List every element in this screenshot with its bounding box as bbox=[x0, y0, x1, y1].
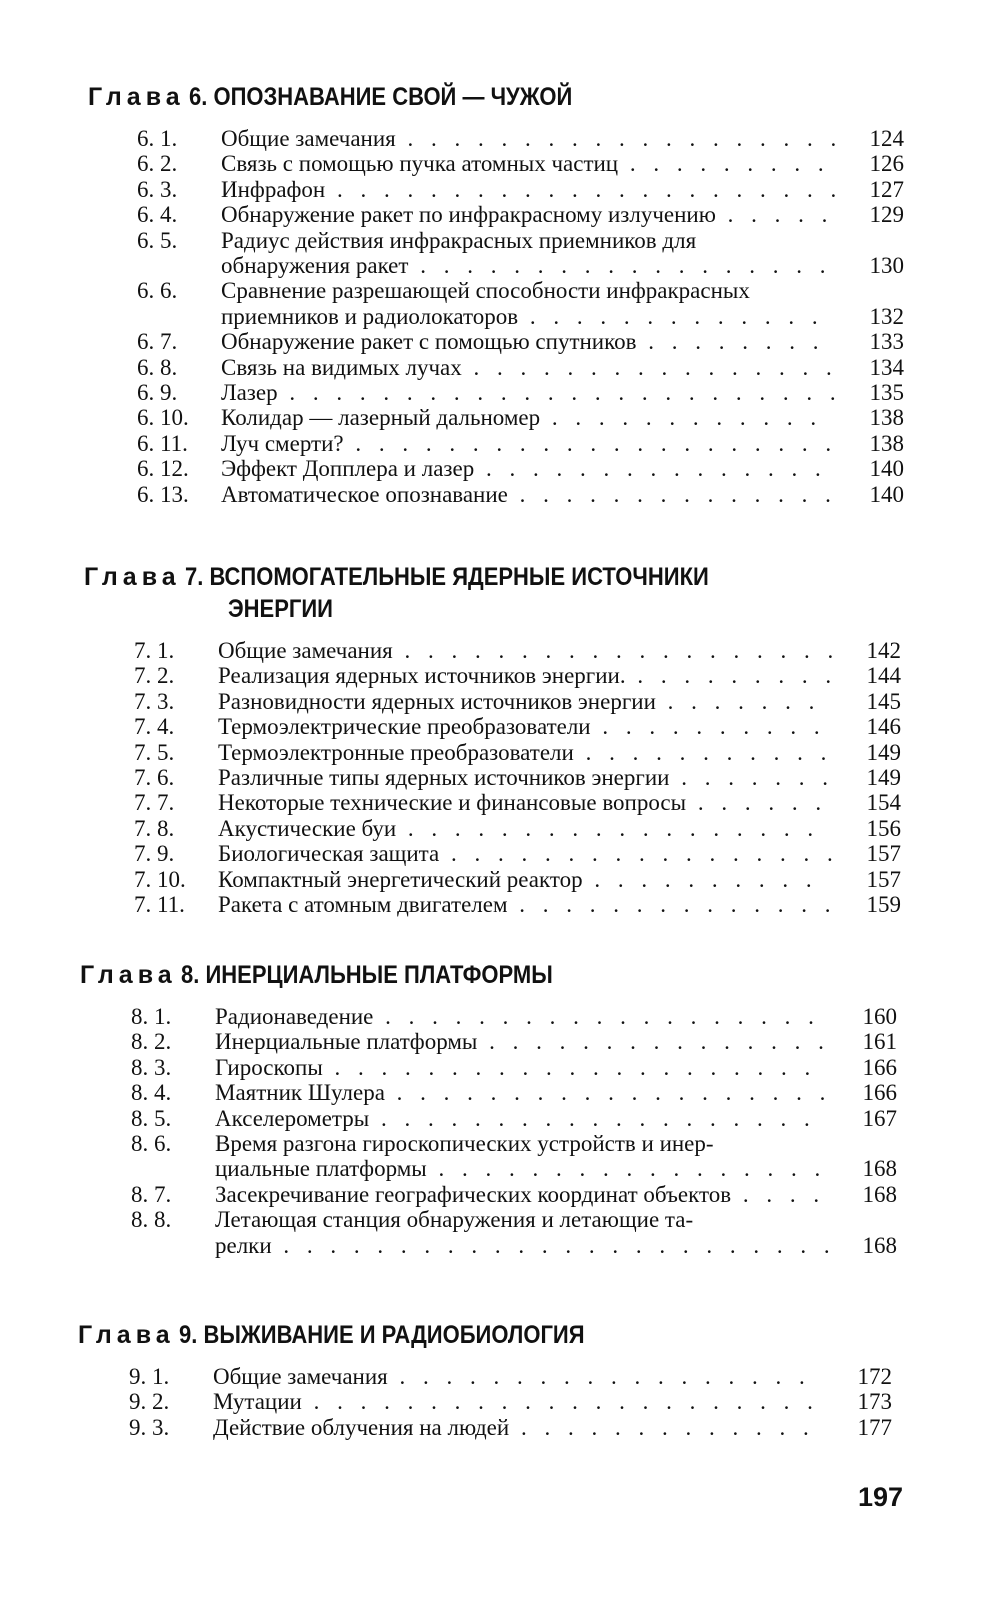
section-title: Разновидности ядерных источников энергии bbox=[218, 688, 656, 714]
page-ref: 149 bbox=[866, 765, 901, 791]
toc-entry bbox=[134, 765, 901, 790]
leader-dots: . . . . . . . . . . . . . . . . . . . bbox=[369, 1105, 816, 1131]
section-number: 6. 4. bbox=[137, 202, 178, 228]
leader-dots: . . . . . . . . bbox=[636, 329, 825, 355]
section-title: Время разгона гироскопических устройств и инер- bbox=[215, 1131, 714, 1157]
section-number: 9. 2. bbox=[129, 1389, 170, 1415]
toc-entry bbox=[131, 1207, 897, 1258]
leader-dots: . . . . . . . . . . . . bbox=[540, 405, 823, 431]
section-number: 7. 9. bbox=[134, 841, 175, 867]
section-title: Обнаружение ракет с помощью спутников bbox=[221, 329, 637, 355]
chapter-word: Глава bbox=[80, 961, 177, 989]
toc-entry bbox=[134, 663, 901, 688]
section-number: 8. 4. bbox=[131, 1080, 172, 1106]
section-title: Сравнение разрешающей способности инфракрасных bbox=[221, 278, 750, 304]
page-ref: 168 bbox=[862, 1232, 897, 1258]
page-ref: 138 bbox=[869, 405, 904, 431]
page-ref: 159 bbox=[866, 892, 901, 918]
leader-dots: . . . . . . . . . . . . . . . . . . . . . . . . bbox=[277, 380, 842, 406]
section-number: 7. 8. bbox=[134, 815, 175, 841]
leader-dots: . . . . . bbox=[715, 202, 834, 228]
section-title: Различные типы ядерных источников энергии bbox=[218, 765, 670, 791]
section-title: Компактный энергетический реактор bbox=[218, 866, 583, 892]
section-number: 6. 11. bbox=[137, 430, 188, 456]
section-title: Гироскопы bbox=[215, 1054, 323, 1080]
section-number: 8. 6. bbox=[131, 1131, 172, 1157]
chapter-heading bbox=[80, 958, 603, 992]
leader-dots: . . . . . . . . . bbox=[625, 663, 838, 689]
page-ref: 135 bbox=[869, 380, 904, 406]
toc-entry bbox=[137, 228, 904, 279]
leader-dots: . . . . . . . . . . . . . . . . . . . . . . . . bbox=[271, 1232, 836, 1258]
leader-dots: . . . . . . . . . . . . . . bbox=[507, 892, 837, 918]
section-number: 8. 3. bbox=[131, 1054, 172, 1080]
toc-entry bbox=[137, 151, 904, 176]
toc-entry bbox=[137, 380, 904, 405]
page-ref: 130 bbox=[869, 253, 904, 279]
toc-entry bbox=[134, 841, 901, 866]
section-title: Летающая станция обнаружения и летающие та- bbox=[215, 1207, 694, 1233]
section-number: 8. 5. bbox=[131, 1105, 172, 1131]
page-ref: 146 bbox=[866, 714, 901, 740]
toc-list bbox=[131, 1004, 897, 1258]
section-title: Акселерометры bbox=[215, 1105, 370, 1131]
toc-entry bbox=[131, 1106, 897, 1131]
section-number: 6. 6. bbox=[137, 278, 178, 304]
toc-entry bbox=[134, 892, 901, 917]
chapter-title-continuation bbox=[228, 592, 347, 626]
section-title: Эффект Допплера и лазер bbox=[221, 456, 475, 482]
leader-dots: . . . . . . . . . . . . . . . . . . . bbox=[395, 126, 843, 151]
section-number: 6. 8. bbox=[137, 354, 178, 380]
section-number: 7. 10. bbox=[134, 866, 186, 892]
toc-entry bbox=[131, 1004, 897, 1029]
section-number: 7. 11. bbox=[134, 892, 185, 918]
leader-dots: . . . . . . . . . . . bbox=[573, 739, 833, 765]
section-title: релки bbox=[215, 1232, 272, 1258]
section-number: 6. 13. bbox=[137, 481, 189, 507]
section-number: 6. 1. bbox=[137, 126, 178, 151]
page-ref: 140 bbox=[869, 456, 904, 482]
toc-entry bbox=[134, 740, 901, 765]
toc-entry bbox=[137, 126, 904, 151]
page-ref: 160 bbox=[862, 1004, 897, 1029]
section-title: Мутации bbox=[213, 1389, 302, 1415]
page-ref: 142 bbox=[866, 638, 901, 663]
chapter-title: 9. ВЫЖИВАНИЕ И РАДИОБИОЛОГИЯ bbox=[178, 1321, 585, 1349]
section-number: 7. 5. bbox=[134, 739, 175, 765]
page-ref: 126 bbox=[869, 151, 904, 177]
page-ref: 138 bbox=[869, 430, 904, 456]
toc-entry bbox=[137, 202, 904, 227]
page-ref: 157 bbox=[866, 841, 901, 867]
section-number: 7. 7. bbox=[134, 790, 175, 816]
leader-dots: . . . . . . . . . . bbox=[590, 714, 826, 740]
section-title: Инфрафон bbox=[221, 176, 326, 202]
section-number: 8. 2. bbox=[131, 1029, 172, 1055]
toc-entry bbox=[137, 355, 904, 380]
section-number: 7. 1. bbox=[134, 638, 175, 663]
page-ref: 154 bbox=[866, 790, 901, 816]
leader-dots: . . . . . . . . . . . . . . bbox=[507, 481, 837, 507]
leader-dots: . . . . . . . . . . . . . . . . . . bbox=[408, 253, 832, 279]
section-number: 6. 12. bbox=[137, 456, 189, 482]
section-title: Колидар — лазерный дальномер bbox=[221, 405, 541, 431]
leader-dots: . . . . . . . . . . . . . . . . bbox=[461, 354, 838, 380]
toc-entry bbox=[129, 1389, 892, 1414]
leader-dots: . . . . . . . . . . . . . . . bbox=[477, 1029, 830, 1055]
section-title: Общие замечания bbox=[221, 126, 396, 151]
section-title: Общие замечания bbox=[218, 638, 393, 663]
page-ref: 168 bbox=[862, 1156, 897, 1182]
toc-entry bbox=[137, 431, 904, 456]
section-number: 6. 7. bbox=[137, 329, 178, 355]
page-ref: 132 bbox=[869, 303, 904, 329]
section-title: Связь на видимых лучах bbox=[221, 354, 462, 380]
section-title: Ракета с атомным двигателем bbox=[218, 892, 508, 918]
chapter-title: 6. ОПОЗНАВАНИЕ СВОЙ — ЧУЖОЙ bbox=[188, 83, 572, 111]
leader-dots: . . . . . . bbox=[686, 790, 828, 816]
toc-list bbox=[137, 126, 904, 507]
toc-entry bbox=[137, 329, 904, 354]
chapter-heading bbox=[88, 80, 624, 114]
toc-entry bbox=[134, 867, 901, 892]
chapter-title-line-2: ЭНЕРГИИ bbox=[228, 595, 333, 623]
leader-dots: . . . . . . . . . . . . . . . . . bbox=[439, 841, 839, 867]
section-number: 6. 9. bbox=[137, 380, 178, 406]
toc-entry bbox=[134, 714, 901, 739]
chapter-heading bbox=[84, 560, 780, 594]
page-ref: 161 bbox=[862, 1029, 897, 1055]
toc-entry bbox=[134, 638, 901, 663]
section-title: Реализация ядерных источников энергии. bbox=[218, 663, 626, 689]
chapter-title: 8. ИНЕРЦИАЛЬНЫЕ ПЛАТФОРМЫ bbox=[180, 961, 553, 989]
toc-entry bbox=[129, 1364, 892, 1389]
leader-dots: . . . . . . . . . . . . . . . . . . . . . bbox=[343, 430, 838, 456]
section-title: Термоэлектронные преобразователи bbox=[218, 739, 574, 765]
page-ref: 149 bbox=[866, 739, 901, 765]
leader-dots: . . . . . . . bbox=[669, 765, 834, 791]
section-title: Акустические буи bbox=[218, 815, 397, 841]
leader-dots: . . . . . . . . . bbox=[618, 151, 830, 177]
page-ref: 134 bbox=[869, 354, 904, 380]
leader-dots: . . . . . . . . . . . . . . . . . . . . . bbox=[322, 1054, 817, 1080]
section-number: 8. 8. bbox=[131, 1207, 172, 1233]
leader-dots: . . . . . . . bbox=[655, 688, 821, 714]
toc-entry bbox=[137, 482, 904, 507]
chapter-title: 7. ВСПОМОГАТЕЛЬНЫЕ ЯДЕРНЫЕ ИСТОЧНИКИ bbox=[184, 563, 709, 591]
leader-dots: . . . . . . . . . . . . . . . . . . . . . . bbox=[301, 1389, 819, 1415]
section-title: Засекречивание географических координат объектов bbox=[215, 1181, 732, 1207]
section-number: 6. 2. bbox=[137, 151, 178, 177]
chapter-word: Глава bbox=[78, 1321, 175, 1349]
leader-dots: . . . . . . . . . . . . . bbox=[509, 1414, 815, 1440]
section-number: 7. 6. bbox=[134, 765, 175, 791]
section-number: 6. 10. bbox=[137, 405, 189, 431]
page-ref: 168 bbox=[862, 1181, 897, 1207]
section-number: 8. 7. bbox=[131, 1181, 172, 1207]
section-title: Термоэлектрические преобразователи bbox=[218, 714, 591, 740]
page-ref: 166 bbox=[862, 1080, 897, 1106]
toc-list bbox=[134, 638, 901, 917]
section-title: циальные платформы bbox=[215, 1156, 427, 1182]
section-title: Инерциальные платформы bbox=[215, 1029, 478, 1055]
page-ref: 124 bbox=[869, 126, 904, 151]
section-number: 6. 5. bbox=[137, 227, 178, 253]
toc-list bbox=[129, 1364, 892, 1440]
toc-entry bbox=[131, 1131, 897, 1182]
section-number: 9. 1. bbox=[129, 1364, 170, 1389]
leader-dots: . . . . . . . . . . . . . . . . . . . bbox=[384, 1080, 832, 1106]
page-ref: 127 bbox=[869, 176, 904, 202]
section-title: приемников и радиолокаторов bbox=[221, 303, 519, 329]
leader-dots: . . . . . . . . . . . . . . . . . bbox=[426, 1156, 827, 1182]
section-title: Лазер bbox=[221, 380, 278, 406]
page-ref: 144 bbox=[866, 663, 901, 689]
page-ref: 133 bbox=[869, 329, 904, 355]
section-number: 7. 4. bbox=[134, 714, 175, 740]
toc-entry bbox=[134, 689, 901, 714]
section-title: Обнаружение ракет по инфракрасному излучению bbox=[221, 202, 716, 228]
page-number: 197 bbox=[857, 1482, 903, 1512]
section-title: Действие облучения на людей bbox=[213, 1414, 510, 1440]
toc-entry bbox=[131, 1055, 897, 1080]
page-ref: 129 bbox=[869, 202, 904, 228]
toc-entry bbox=[134, 790, 901, 815]
section-number: 6. 3. bbox=[137, 176, 178, 202]
section-title: Некоторые технические и финансовые вопросы bbox=[218, 790, 687, 816]
section-number: 8. 1. bbox=[131, 1004, 172, 1029]
leader-dots: . . . . . . . . . . . . . . . bbox=[474, 456, 827, 482]
page-ref: 156 bbox=[866, 815, 901, 841]
page-ref: 167 bbox=[862, 1105, 897, 1131]
leader-dots: . . . . . . . . . . . . . . . . . . bbox=[387, 1364, 811, 1389]
page-ref: 177 bbox=[857, 1414, 892, 1440]
chapter-heading bbox=[78, 1318, 640, 1352]
page-ref: 157 bbox=[866, 866, 901, 892]
chapter-word: Глава bbox=[88, 83, 185, 111]
leader-dots: . . . . . . . . . . bbox=[582, 866, 818, 892]
page-ref: 173 bbox=[857, 1389, 892, 1415]
section-title: Автоматическое опознавание bbox=[221, 481, 508, 507]
page-ref: 166 bbox=[862, 1054, 897, 1080]
section-number: 7. 3. bbox=[134, 688, 175, 714]
leader-dots: . . . . . . . . . . . . . . . . . . . bbox=[373, 1004, 820, 1029]
section-title: Общие замечания bbox=[213, 1364, 388, 1389]
toc-entry bbox=[137, 278, 904, 329]
section-title: Радионаведение bbox=[215, 1004, 374, 1029]
toc-entry bbox=[137, 177, 904, 202]
leader-dots: . . . . bbox=[731, 1181, 826, 1207]
chapter-word: Глава bbox=[84, 563, 181, 591]
section-number: 7. 2. bbox=[134, 663, 175, 689]
toc-entry bbox=[137, 456, 904, 481]
toc-entry bbox=[129, 1415, 892, 1440]
section-title: Связь с помощью пучка атомных частиц bbox=[221, 151, 619, 177]
toc-entry bbox=[131, 1182, 897, 1207]
toc-entry bbox=[137, 405, 904, 430]
page-ref: 172 bbox=[857, 1364, 892, 1389]
section-title: обнаружения ракет bbox=[221, 253, 409, 279]
toc-entry bbox=[134, 816, 901, 841]
section-title: Луч смерти? bbox=[221, 430, 344, 456]
leader-dots: . . . . . . . . . . . . . bbox=[518, 303, 824, 329]
leader-dots: . . . . . . . . . . . . . . . . . . . bbox=[392, 638, 840, 663]
toc-entry bbox=[131, 1029, 897, 1054]
section-title: Биологическая защита bbox=[218, 841, 440, 867]
leader-dots: . . . . . . . . . . . . . . . . . . . . . . bbox=[325, 176, 843, 202]
toc-entry bbox=[131, 1080, 897, 1105]
leader-dots: . . . . . . . . . . . . . . . . . . bbox=[396, 815, 820, 841]
page-ref: 145 bbox=[866, 688, 901, 714]
section-title: Маятник Шулера bbox=[215, 1080, 385, 1106]
page-ref: 140 bbox=[869, 481, 904, 507]
section-title: Радиус действия инфракрасных приемников для bbox=[221, 227, 697, 253]
section-number: 9. 3. bbox=[129, 1414, 170, 1440]
